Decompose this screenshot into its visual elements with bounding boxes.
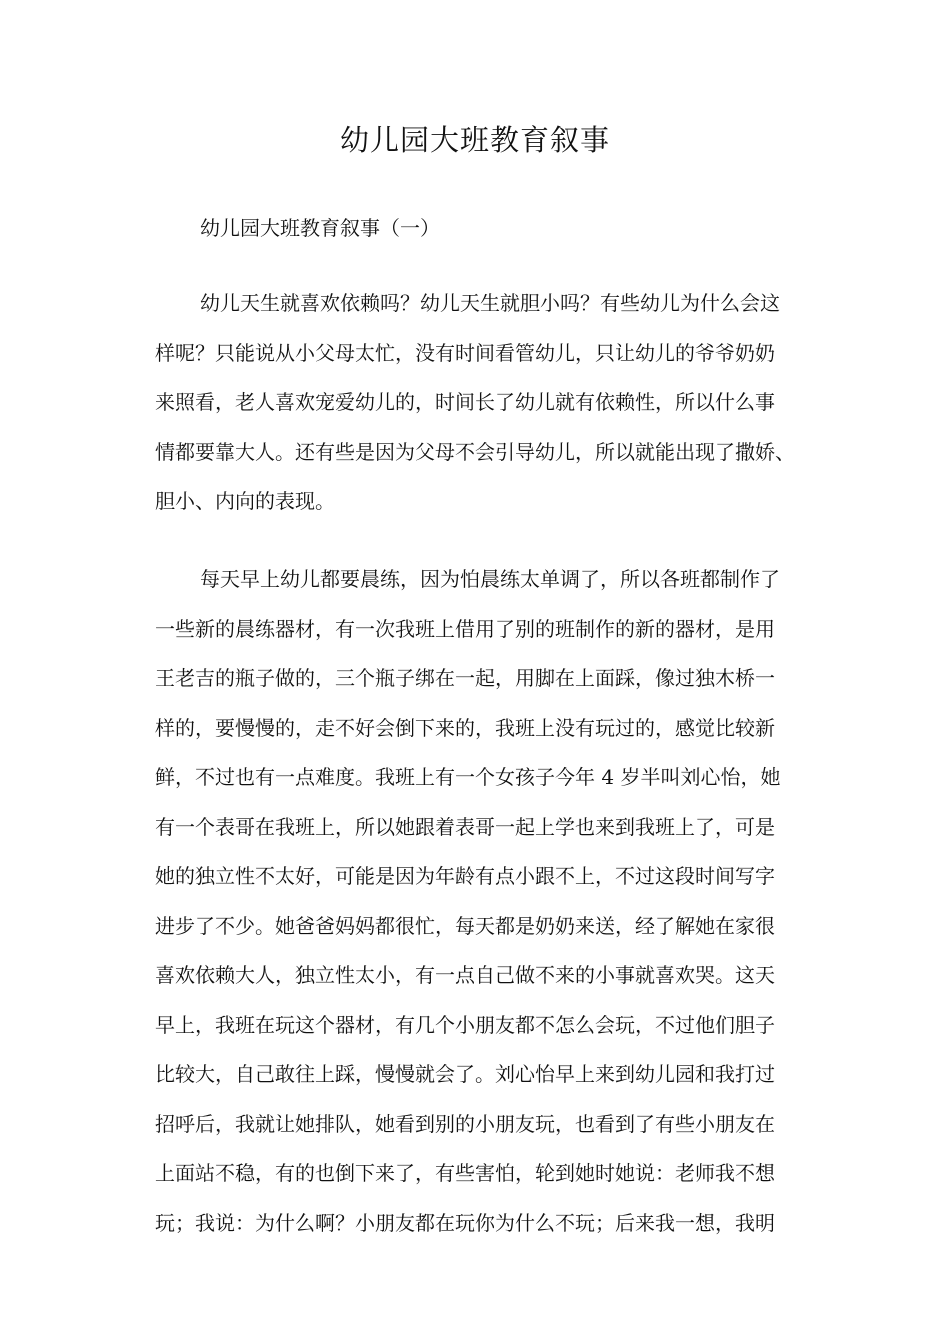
paragraph-2 bbox=[155, 555, 815, 1248]
paragraph-line: 王老吉的瓶子做的，三个瓶子绑在一起，用脚在上面踩，像过独木桥一 bbox=[155, 666, 775, 690]
paragraph-line: 样呢？只能说从小父母太忙，没有时间看管幼儿，只让幼儿的爷爷奶奶 bbox=[155, 340, 775, 365]
paragraph-line: 情都要靠大人。还有些是因为父母不会引导幼儿，所以就能出现了撒娇、 bbox=[155, 439, 795, 464]
document-title: 幼儿园大班教育叙事 bbox=[339, 123, 610, 157]
paragraph-line: 样的，要慢慢的，走不好会倒下来的，我班上没有玩过的，感觉比较新 bbox=[155, 715, 775, 740]
paragraph-1 bbox=[155, 279, 815, 527]
section-heading: 幼儿园大班教育叙事（一） bbox=[200, 216, 440, 240]
paragraph-line: 幼儿天生就喜欢依赖吗？幼儿天生就胆小吗？有些幼儿为什么会这 bbox=[200, 291, 780, 315]
paragraph-line: 早上，我班在玩这个器材，有几个小朋友都不怎么会玩，不过他们胆子 bbox=[155, 1012, 775, 1037]
paragraph-line: 进步了不少。她爸爸妈妈都很忙，每天都是奶奶来送，经了解她在家很 bbox=[155, 913, 775, 938]
paragraph-line: 每天早上幼儿都要晨练，因为怕晨练太单调了，所以各班都制作了 bbox=[200, 567, 780, 591]
paragraph-line: 一些新的晨练器材，有一次我班上借用了别的班制作的新的器材，是用 bbox=[155, 616, 775, 641]
paragraph-line: 来照看，老人喜欢宠爱幼儿的，时间长了幼儿就有依赖性，所以什么事 bbox=[155, 390, 775, 414]
paragraph-line: 胆小、内向的表现。 bbox=[155, 489, 335, 513]
paragraph-line: 鲜，不过也有一点难度。我班上有一个女孩子今年 4 岁半叫刘心怡，她 bbox=[155, 765, 781, 789]
paragraph-line: 玩；我说：为什么啊？小朋友都在玩你为什么不玩；后来我一想，我明 bbox=[155, 1210, 775, 1235]
paragraph-line: 招呼后，我就让她排队，她看到别的小朋友玩，也看到了有些小朋友在 bbox=[155, 1111, 775, 1136]
paragraph-line: 比较大，自己敢往上踩，慢慢就会了。刘心怡早上来到幼儿园和我打过 bbox=[155, 1062, 775, 1086]
paragraph-line: 上面站不稳，有的也倒下来了，有些害怕，轮到她时她说：老师我不想 bbox=[155, 1161, 775, 1185]
paragraph-line: 她的独立性不太好，可能是因为年龄有点小跟不上，不过这段时间写字 bbox=[155, 864, 775, 888]
paragraph-line: 有一个表哥在我班上，所以她跟着表哥一起上学也来到我班上了，可是 bbox=[155, 814, 775, 839]
paragraph-line: 喜欢依赖大人，独立性太小，有一点自己做不来的小事就喜欢哭。这天 bbox=[155, 963, 775, 987]
